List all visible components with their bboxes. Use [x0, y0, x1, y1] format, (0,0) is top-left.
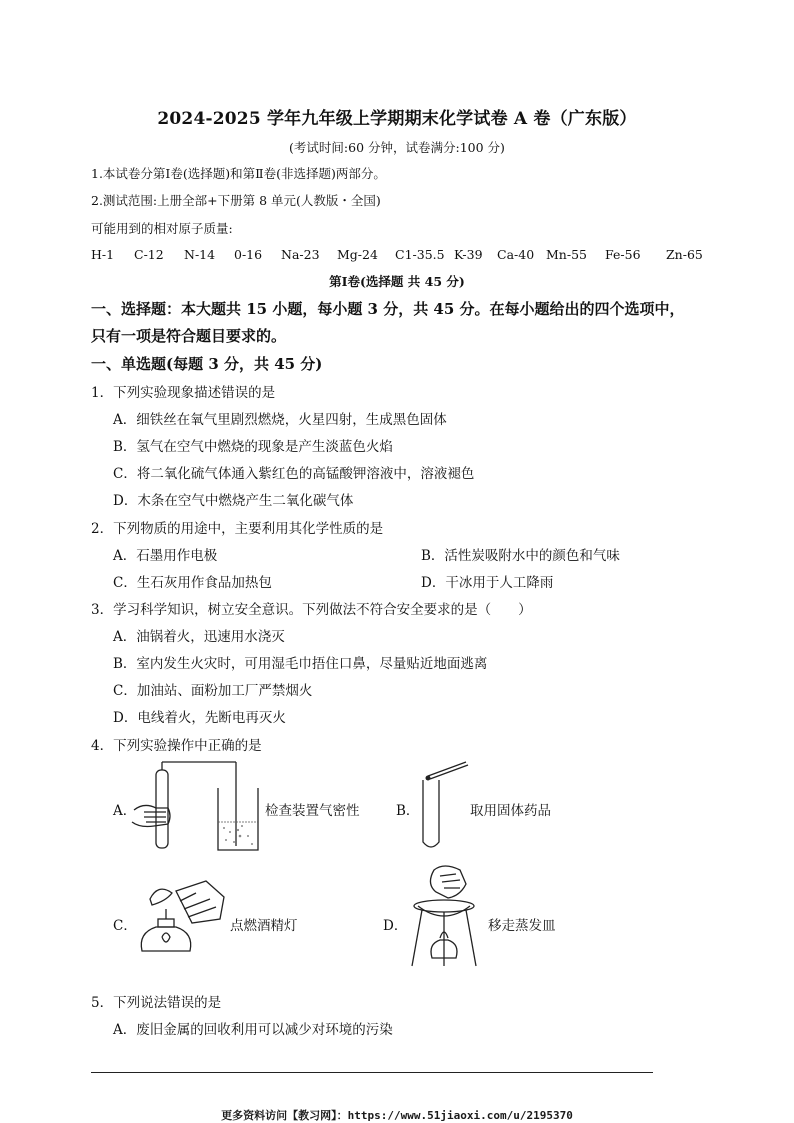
evaporating-dish-illustration	[404, 862, 484, 972]
question-1-option-b: B．氢气在空气中燃烧的现象是产生淡蓝色火焰	[113, 439, 393, 455]
question-1-option-d: D．木条在空气中燃烧产生二氧化碳气体	[113, 493, 354, 509]
question-1-option-c: C．将二氧化硫气体通入紫红色的高锰酸钾溶液中，溶液褪色	[113, 466, 475, 482]
note-line-3: 可能用到的相对原子质量:	[91, 221, 233, 236]
atomic-mass-item: 0-16	[234, 247, 263, 262]
question-2-option-c: C．生石灰用作食品加热包	[113, 575, 272, 591]
note-line-2: 2.测试范围:上册全部+下册第 8 单元(人教版・全国)	[91, 193, 381, 208]
question-4-option-b-label: B．	[396, 803, 420, 819]
airtightness-check-illustration	[130, 758, 270, 858]
subheading: 一、单选题(每题 3 分，共 45 分)	[91, 355, 323, 373]
question-2-option-a: A．石墨用作电极	[113, 548, 218, 564]
question-3-option-b: B．室内发生火灾时，可用湿毛巾捂住口鼻，尽量贴近地面逃离	[113, 656, 488, 672]
question-4-option-a-label: A．	[113, 803, 137, 819]
atomic-mass-row	[91, 247, 711, 263]
footer-link[interactable]: 更多资料访问【教习网】：https://www.51jiaoxi.com/u/2195370	[221, 1109, 573, 1122]
atomic-mass-item: Fe-56	[605, 247, 641, 262]
question-4-option-c-caption: 点燃酒精灯	[230, 918, 298, 934]
question-3-option-d: D．电线着火，先断电再灭火	[113, 710, 286, 726]
alcohol-lamp-illustration	[132, 877, 232, 967]
question-4-option-d-caption: 移走蒸发皿	[488, 918, 556, 934]
note-line-1: 1.本试卷分第Ⅰ卷(选择题)和第Ⅱ卷(非选择题)两部分。	[91, 166, 386, 181]
question-4-stem: 4．下列实验操作中正确的是	[91, 738, 262, 754]
atomic-mass-item: H-1	[91, 247, 115, 262]
atomic-mass-item: C-12	[134, 247, 164, 262]
atomic-mass-item: Mn-55	[546, 247, 587, 262]
question-3-option-c: C．加油站、面粉加工厂严禁烟火	[113, 683, 313, 699]
question-1-stem: 1．下列实验现象描述错误的是	[91, 385, 276, 401]
solid-reagent-illustration	[418, 760, 478, 855]
exam-title: 2024-2025 学年九年级上学期期末化学试卷 A 卷（广东版）	[157, 109, 637, 129]
question-2-option-b: B．活性炭吸附水中的颜色和气味	[421, 548, 620, 564]
section-instruction-1: 一、选择题：本大题共 15 小题，每小题 3 分，共 45 分。在每小题给出的四个选项中，	[91, 300, 685, 318]
exam-subtitle: (考试时间:60 分钟，试卷满分:100 分)	[289, 140, 505, 155]
atomic-mass-item: Ca-40	[497, 247, 535, 262]
question-4-option-c-label: C．	[113, 918, 137, 934]
atomic-mass-item: Zn-65	[666, 247, 703, 262]
question-4-option-b-caption: 取用固体药品	[470, 803, 551, 819]
footer-divider	[91, 1072, 653, 1073]
question-2-stem: 2．下列物质的用途中，主要利用其化学性质的是	[91, 521, 384, 537]
question-4-option-d-label: D．	[383, 918, 408, 934]
section-title: 第Ⅰ卷(选择题 共 45 分)	[329, 274, 465, 289]
question-1-option-a: A．细铁丝在氧气里剧烈燃烧，火星四射，生成黑色固体	[113, 412, 447, 428]
atomic-mass-item: Mg-24	[337, 247, 378, 262]
question-2-option-d: D．干冰用于人工降雨	[421, 575, 554, 591]
question-4-option-a-caption: 检查装置气密性	[265, 803, 360, 819]
atomic-mass-item: K-39	[454, 247, 483, 262]
question-5-option-a: A．废旧金属的回收利用可以减少对环境的污染	[113, 1022, 393, 1038]
question-3-option-a: A．油锅着火，迅速用水浇灭	[113, 629, 285, 645]
section-instruction-2: 只有一项是符合题目要求的。	[91, 327, 287, 345]
atomic-mass-item: N-14	[184, 247, 216, 262]
question-3-stem: 3．学习科学知识，树立安全意识。下列做法不符合安全要求的是（ ）	[91, 602, 532, 618]
atomic-mass-item: C1-35.5	[395, 247, 445, 262]
question-5-stem: 5．下列说法错误的是	[91, 995, 222, 1011]
atomic-mass-item: Na-23	[281, 247, 320, 262]
